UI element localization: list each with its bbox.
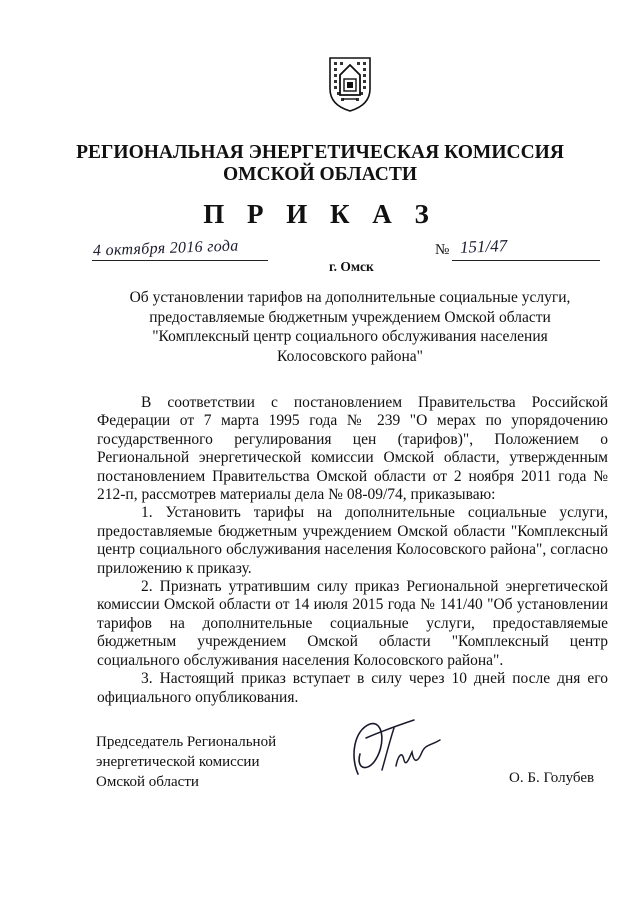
document-type-title: П Р И К А З — [203, 199, 437, 229]
order-body — [97, 394, 608, 707]
handwritten-date: 4 октября 2016 года — [92, 237, 239, 260]
signatory-name: О. Б. Голубев — [509, 770, 595, 786]
subject-line: Колосовского района" — [277, 347, 423, 365]
order-subject — [110, 288, 590, 366]
handwritten-signature-icon — [344, 716, 454, 782]
subject-line: "Комплексный центр социального обслуживания населения — [152, 328, 548, 345]
subject-line: предоставляемые бюджетным учреждением Омской области — [149, 308, 551, 326]
number-label: № — [435, 242, 450, 258]
signatory-position — [96, 732, 276, 792]
preamble-paragraph: В соответствии с постановлением Правительства Российской Федерации от 7 марта 1995 года № 239 "О мерах по упорядочению государственного регулирования цен (тарифов)", Положением о Региональной энергетической комиссии Омской области, утвержденным постановлением Правительства Омской области от 2 ноября 2011 года № 212-п, рассмотрев материалы дела № 08-09/74, приказываю: — [97, 394, 608, 504]
city-label: г. Омск — [329, 259, 374, 274]
organization-name-line1: РЕГИОНАЛЬНАЯ ЭНЕРГЕТИЧЕСКАЯ КОМИССИЯ — [76, 142, 564, 163]
position-line: энергетической комиссии — [96, 754, 260, 770]
subject-line: Об установлении тарифов на дополнительные социальные услуги, — [129, 289, 571, 306]
clause-3: 3. Настоящий приказ вступает в силу через 10 дней после дня его официального опубликования. — [97, 670, 608, 706]
date-underline — [92, 260, 268, 261]
number-underline — [452, 260, 600, 261]
clause-1: 1. Установить тарифы на дополнительные социальные услуги, предоставляемые бюджетным учреждением Омской области "Комплексный центр социального обслуживания населения Колосовского района", согласно приложению к приказу. — [97, 504, 608, 577]
organization-name-line2: ОМСКОЙ ОБЛАСТИ — [223, 164, 417, 185]
handwritten-number: 151/47 — [459, 236, 508, 257]
clause-2: 2. Признать утратившим силу приказ Региональной энергетической комиссии Омской области от 14 июля 2015 года № 141/40 "Об установлении тарифов на дополнительные социальные услуги, предоставляемые бюджетным учреждением Омской области "Комплексный центр социального обслуживания населения Колосовского района". — [97, 578, 608, 669]
position-line: Председатель Региональной — [96, 734, 277, 750]
coat-of-arms-icon — [327, 55, 373, 113]
position-line: Омской области — [96, 774, 199, 790]
